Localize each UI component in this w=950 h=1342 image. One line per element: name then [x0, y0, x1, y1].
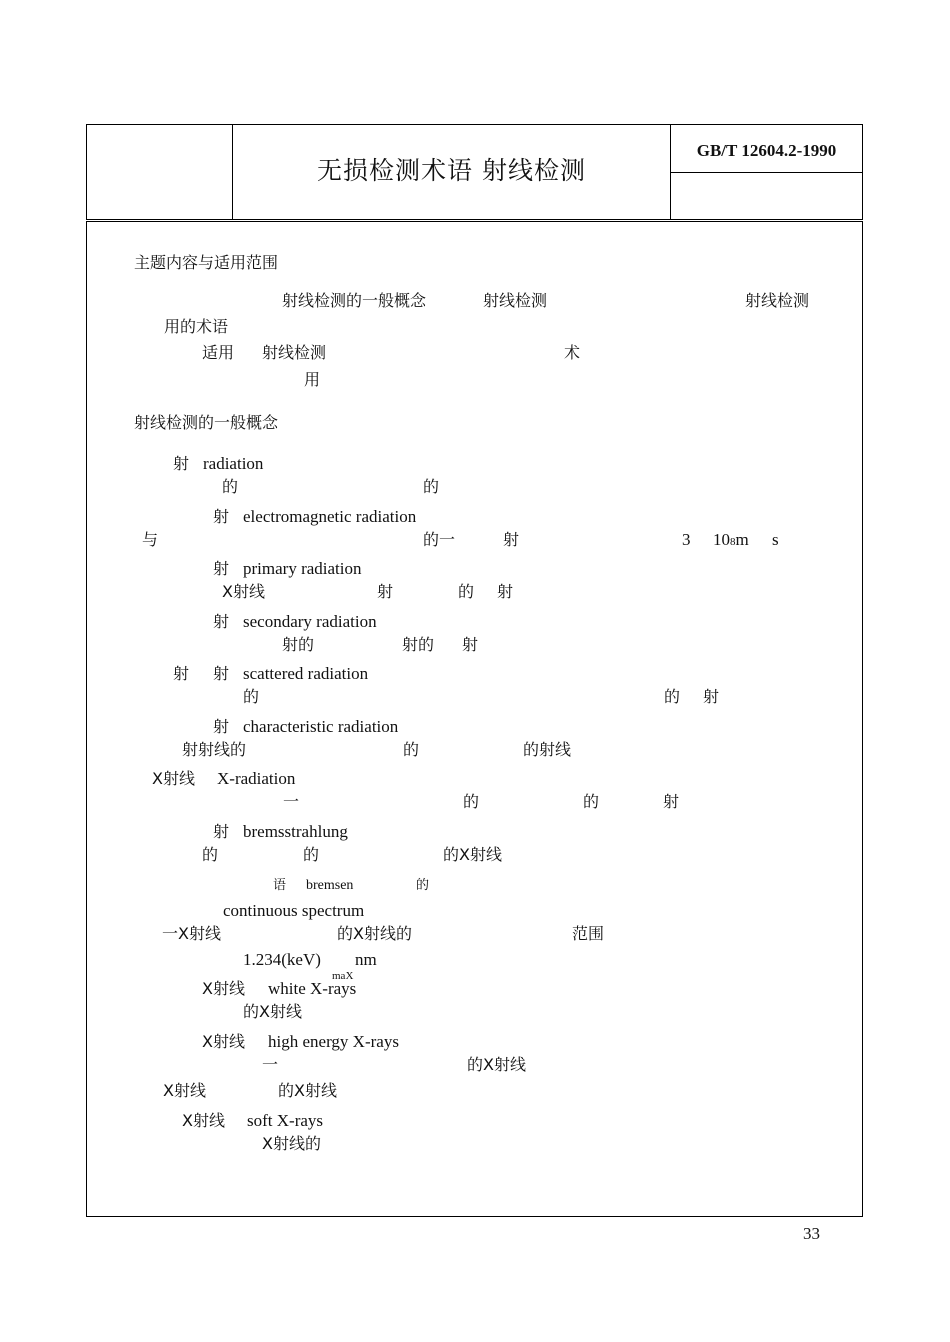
- document-title: 无损检测术语 射线检测: [317, 156, 586, 185]
- term-zh: X射线: [202, 1032, 245, 1051]
- value-subscript: 8: [730, 536, 736, 548]
- term-definition: 的: [403, 740, 420, 759]
- term-definition: 一: [262, 1055, 279, 1074]
- term-definition: 与: [142, 530, 159, 549]
- term-definition: 射的: [282, 635, 315, 654]
- term-zh: 射: [213, 664, 230, 683]
- term-zh: X射线: [202, 979, 245, 998]
- term-definition: s: [772, 530, 779, 549]
- scope-text: 射线检测: [262, 343, 327, 362]
- term-en: radiation: [203, 454, 264, 473]
- header-code-divider: [670, 172, 862, 173]
- term-definition: [713, 530, 749, 552]
- term-definition: X射线: [163, 1081, 206, 1100]
- term-definition: 的: [583, 792, 600, 811]
- term-definition: 的X射线: [278, 1081, 337, 1100]
- term-definition: 射: [497, 582, 514, 601]
- scope-text: 用: [304, 370, 321, 389]
- scope-text: 射线检测: [483, 291, 548, 310]
- formula-unit: nm: [355, 950, 377, 969]
- term-en: X-radiation: [217, 769, 296, 788]
- term-definition: X射线的: [262, 1134, 321, 1153]
- term-definition: 一: [283, 792, 300, 811]
- term-definition: 范围: [572, 924, 605, 943]
- term-definition: 的X射线: [443, 845, 502, 864]
- scope-text: 射线检测: [745, 291, 810, 310]
- section-title-scope: 主题内容与适用范围: [134, 253, 279, 272]
- term-en: soft X-rays: [247, 1111, 324, 1130]
- term-note: bremsen: [306, 878, 354, 893]
- term-definition: 的X射线: [467, 1055, 526, 1074]
- term-definition: 的: [664, 687, 681, 706]
- term-zh: 射: [173, 454, 190, 473]
- section-title-general: 射线检测的一般概念: [134, 413, 279, 432]
- term-definition: 3: [682, 530, 691, 549]
- header-table: [86, 124, 863, 220]
- term-definition: 的X射线的: [337, 924, 412, 943]
- term-definition: 的: [463, 792, 480, 811]
- term-definition: 射: [703, 687, 720, 706]
- term-definition: 的: [458, 582, 475, 601]
- scope-text: 术: [564, 343, 581, 362]
- unit-text: m: [735, 530, 749, 549]
- term-zh: X射线: [152, 769, 195, 788]
- formula-subscript: maX: [332, 970, 354, 982]
- term-definition: 的射线: [523, 740, 572, 759]
- page-number: 33: [803, 1224, 820, 1243]
- formula-text: 1.234(keV): [243, 950, 321, 969]
- term-zh: 射: [173, 664, 190, 683]
- term-zh: X射线: [182, 1111, 225, 1130]
- term-definition: X射线: [222, 582, 265, 601]
- term-en: continuous spectrum: [223, 901, 365, 920]
- term-zh: 射: [213, 612, 230, 631]
- value-text: 10: [713, 530, 730, 549]
- term-definition: 的: [202, 845, 219, 864]
- term-zh: 射: [213, 507, 230, 526]
- term-definition: 射: [462, 635, 479, 654]
- scope-text: 用的术语: [164, 317, 229, 336]
- term-definition: 的X射线: [243, 1002, 302, 1021]
- term-definition: 一X射线: [162, 924, 221, 943]
- scope-text: 适用: [202, 343, 235, 362]
- term-en: electromagnetic radiation: [243, 507, 417, 526]
- term-en: bremsstrahlung: [243, 822, 348, 841]
- term-definition: 的: [222, 477, 239, 496]
- term-definition: 的: [303, 845, 320, 864]
- term-zh: 射: [213, 559, 230, 578]
- term-definition: 射射线的: [182, 740, 247, 759]
- term-definition: 的: [243, 687, 260, 706]
- term-note: 语: [273, 878, 287, 893]
- term-definition: 射: [503, 530, 520, 549]
- term-zh: 射: [213, 822, 230, 841]
- term-zh: 射: [213, 717, 230, 736]
- term-en: scattered radiation: [243, 664, 369, 683]
- scope-text: 射线检测的一般概念: [282, 291, 427, 310]
- term-definition: 的一: [423, 530, 456, 549]
- standard-code: GB/T 12604.2-1990: [696, 141, 837, 160]
- term-definition: 射的: [402, 635, 435, 654]
- term-en: characteristic radiation: [243, 717, 399, 736]
- term-definition: 的: [423, 477, 440, 496]
- term-en: primary radiation: [243, 559, 362, 578]
- term-definition: 射: [663, 792, 680, 811]
- term-en: high energy X-rays: [268, 1032, 399, 1051]
- term-note: 的: [416, 878, 430, 893]
- term-definition: 射: [377, 582, 394, 601]
- term-en: white X-rays: [268, 979, 357, 998]
- term-en: secondary radiation: [243, 612, 377, 631]
